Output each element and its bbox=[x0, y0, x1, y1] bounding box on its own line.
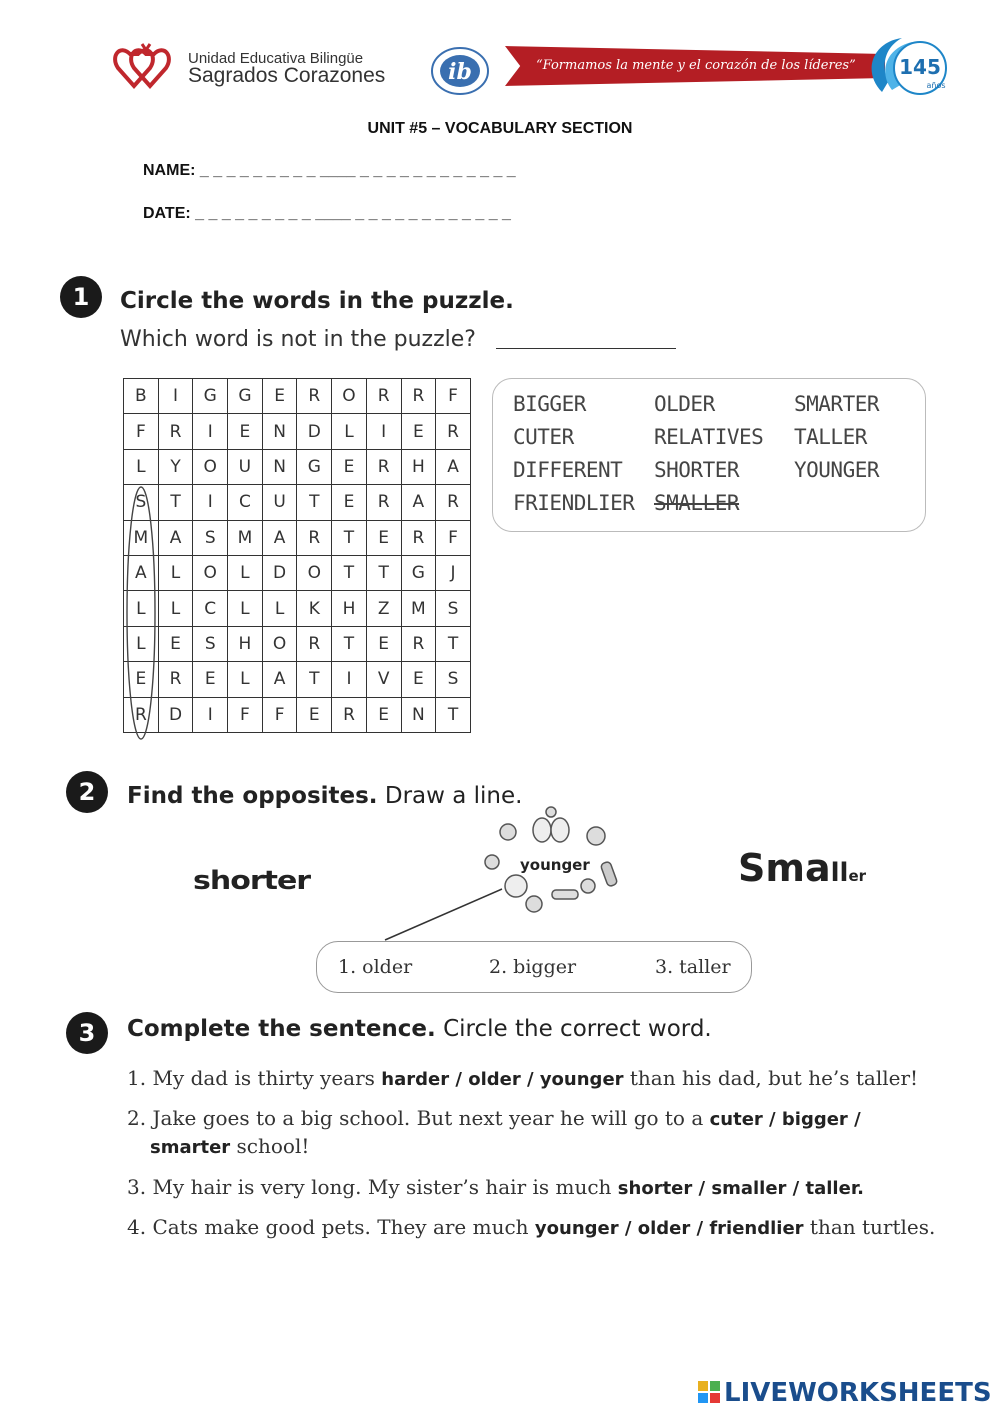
grid-cell[interactable]: I bbox=[158, 379, 193, 414]
grid-cell[interactable]: L bbox=[124, 591, 159, 626]
grid-cell[interactable]: A bbox=[262, 662, 297, 697]
word-search-grid[interactable] bbox=[123, 378, 471, 733]
smaller-circle-mark bbox=[124, 484, 160, 742]
grid-cell[interactable]: T bbox=[366, 555, 401, 590]
grid-cell[interactable]: Y bbox=[158, 449, 193, 484]
grid-cell[interactable]: H bbox=[228, 626, 263, 661]
section-3-title-rest: Circle the correct word. bbox=[435, 1016, 712, 1042]
grid-cell[interactable]: C bbox=[228, 485, 263, 520]
grid-cell[interactable]: R bbox=[401, 626, 436, 661]
word-list-item: OLDER bbox=[654, 392, 715, 416]
grid-cell[interactable]: A bbox=[436, 449, 471, 484]
grid-cell[interactable]: H bbox=[401, 449, 436, 484]
name-field[interactable]: NAME: _ _ _ _ _ _ _ _ _ ____ _ _ _ _ _ _ _ _ _ _ _ _ bbox=[143, 162, 516, 179]
sentence-2 bbox=[127, 1106, 861, 1130]
word-list-item: RELATIVES bbox=[654, 425, 764, 449]
grid-cell[interactable]: T bbox=[332, 626, 367, 661]
grid-cell[interactable]: R bbox=[297, 379, 332, 414]
grid-cell[interactable]: S bbox=[124, 485, 159, 520]
sentence-1 bbox=[127, 1066, 918, 1090]
grid-cell[interactable]: L bbox=[228, 591, 263, 626]
grid-cell[interactable]: L bbox=[228, 555, 263, 590]
anniversary-number: 145 bbox=[899, 55, 941, 79]
grid-cell[interactable]: A bbox=[262, 520, 297, 555]
grid-cell[interactable]: E bbox=[366, 626, 401, 661]
grid-cell[interactable]: R bbox=[366, 485, 401, 520]
school-name-line2: Sagrados Corazones bbox=[188, 64, 386, 87]
anniversary-sub: años bbox=[926, 81, 946, 90]
section-3-number: 3 bbox=[66, 1012, 108, 1054]
drawn-match-line bbox=[380, 884, 510, 946]
smaller-part-2: ll bbox=[830, 858, 849, 888]
date-field[interactable]: DATE: _ _ _ _ _ _ _ _ _ ____ _ _ _ _ _ _ _ _ _ _ _ _ bbox=[143, 205, 511, 222]
section-1-number: 1 bbox=[60, 276, 102, 318]
sentence-1-options[interactable]: harder / older / younger bbox=[381, 1069, 624, 1090]
option-taller[interactable]: 3. taller bbox=[655, 956, 731, 978]
word-list-item: SHORTER bbox=[654, 458, 740, 482]
grid-cell[interactable]: N bbox=[262, 414, 297, 449]
grid-cell[interactable]: M bbox=[401, 591, 436, 626]
grid-cell[interactable]: O bbox=[332, 379, 367, 414]
grid-cell[interactable]: E bbox=[228, 414, 263, 449]
grid-cell[interactable]: E bbox=[366, 520, 401, 555]
grid-cell[interactable]: E bbox=[262, 379, 297, 414]
section-1-title bbox=[120, 288, 514, 314]
grid-cell[interactable]: R bbox=[401, 379, 436, 414]
section-3-title bbox=[127, 1016, 712, 1042]
grid-cell[interactable]: O bbox=[297, 555, 332, 590]
grid-cell[interactable]: A bbox=[158, 520, 193, 555]
grid-cell[interactable]: A bbox=[401, 485, 436, 520]
grid-cell[interactable]: L bbox=[158, 555, 193, 590]
grid-cell[interactable]: O bbox=[193, 449, 228, 484]
grid-cell[interactable]: R bbox=[401, 520, 436, 555]
grid-cell[interactable]: G bbox=[297, 449, 332, 484]
sentence-1-start: 1. My dad is thirty years bbox=[127, 1066, 382, 1090]
sentence-2-cont bbox=[150, 1134, 309, 1158]
grid-cell[interactable]: G bbox=[193, 379, 228, 414]
grid-cell[interactable]: S bbox=[193, 626, 228, 661]
grid-row bbox=[124, 485, 471, 520]
grid-cell[interactable]: R bbox=[436, 485, 471, 520]
grid-cell[interactable]: M bbox=[124, 520, 159, 555]
grid-cell[interactable]: V bbox=[366, 662, 401, 697]
grid-cell[interactable]: D bbox=[297, 414, 332, 449]
grid-cell[interactable]: T bbox=[297, 662, 332, 697]
grid-row bbox=[124, 414, 471, 449]
grid-row bbox=[124, 379, 471, 414]
grid-row bbox=[124, 555, 471, 590]
grid-cell[interactable]: T bbox=[436, 626, 471, 661]
grid-cell[interactable]: F bbox=[124, 414, 159, 449]
word-list-item: SMALLER bbox=[654, 491, 740, 515]
grid-cell[interactable]: Z bbox=[366, 591, 401, 626]
grid-row bbox=[124, 697, 471, 732]
grid-cell[interactable]: T bbox=[436, 697, 471, 732]
grid-cell[interactable]: R bbox=[158, 662, 193, 697]
grid-cell[interactable]: K bbox=[297, 591, 332, 626]
word-younger: younger bbox=[520, 856, 590, 874]
sentence-4-end: than turtles. bbox=[803, 1215, 936, 1239]
word-shorter[interactable]: shorter bbox=[193, 866, 311, 896]
grid-cell[interactable]: R bbox=[366, 449, 401, 484]
grid-cell[interactable]: A bbox=[124, 555, 159, 590]
word-list-item: SMARTER bbox=[794, 392, 880, 416]
sentence-2-end: school! bbox=[230, 1134, 310, 1158]
grid-cell[interactable]: T bbox=[332, 520, 367, 555]
grid-cell[interactable]: I bbox=[193, 414, 228, 449]
word-list-item: DIFFERENT bbox=[513, 458, 623, 482]
grid-cell[interactable]: H bbox=[332, 591, 367, 626]
grid-cell[interactable]: G bbox=[401, 555, 436, 590]
grid-cell[interactable]: E bbox=[124, 662, 159, 697]
grid-cell[interactable]: T bbox=[158, 485, 193, 520]
grid-cell[interactable]: R bbox=[124, 697, 159, 732]
option-bigger[interactable]: 2. bigger bbox=[489, 956, 577, 978]
grid-cell[interactable]: L bbox=[124, 449, 159, 484]
school-hearts-logo bbox=[112, 40, 182, 94]
anniversary-badge bbox=[862, 32, 952, 100]
section-2-title-bold: Find the opposites. bbox=[127, 783, 378, 809]
grid-cell[interactable]: E bbox=[297, 697, 332, 732]
sentence-4-options[interactable]: younger / older / friendlier bbox=[534, 1218, 804, 1239]
grid-cell[interactable]: N bbox=[262, 449, 297, 484]
grid-row bbox=[124, 449, 471, 484]
grid-cell[interactable]: F bbox=[262, 697, 297, 732]
section-2-number: 2 bbox=[66, 771, 108, 813]
grid-cell[interactable]: M bbox=[228, 520, 263, 555]
grid-cell[interactable]: I bbox=[366, 414, 401, 449]
grid-cell[interactable]: T bbox=[297, 485, 332, 520]
grid-cell[interactable]: J bbox=[436, 555, 471, 590]
sentence-2-options-a[interactable]: cuter / bigger / bbox=[709, 1109, 861, 1130]
grid-cell[interactable]: O bbox=[262, 626, 297, 661]
grid-cell[interactable]: E bbox=[332, 449, 367, 484]
grid-cell[interactable]: L bbox=[332, 414, 367, 449]
unit-title: UNIT #5 – VOCABULARY SECTION bbox=[367, 120, 633, 137]
grid-cell[interactable]: C bbox=[193, 591, 228, 626]
sentence-4 bbox=[127, 1215, 935, 1239]
grid-cell[interactable]: D bbox=[158, 697, 193, 732]
ib-logo bbox=[430, 46, 490, 96]
grid-row bbox=[124, 662, 471, 697]
grid-cell[interactable]: T bbox=[332, 555, 367, 590]
grid-row bbox=[124, 626, 471, 661]
grid-cell[interactable]: R bbox=[436, 414, 471, 449]
grid-cell[interactable]: U bbox=[262, 485, 297, 520]
sentence-3-start: 3. My hair is very long. My sister’s hair is much bbox=[127, 1175, 618, 1199]
sentence-2-start: 2. Jake goes to a big school. But next year he will go to a bbox=[127, 1106, 710, 1130]
grid-cell[interactable]: E bbox=[193, 662, 228, 697]
grid-cell[interactable]: B bbox=[124, 379, 159, 414]
word-list-item: TALLER bbox=[794, 425, 867, 449]
section-1-title-bold: Circle the words in the puzzle. bbox=[120, 288, 514, 314]
section-3-title-bold: Complete the sentence. bbox=[127, 1016, 436, 1042]
school-name-line1: Unidad Educativa Bilingüe bbox=[188, 50, 364, 67]
grid-cell[interactable]: L bbox=[124, 626, 159, 661]
grid-cell[interactable]: F bbox=[228, 697, 263, 732]
sentence-2-options-b[interactable]: smarter bbox=[150, 1137, 231, 1158]
option-older[interactable]: 1. older bbox=[338, 956, 413, 978]
word-list-item: CUTER bbox=[513, 425, 574, 449]
word-smaller[interactable] bbox=[738, 846, 866, 890]
liveworksheets-logo-icon bbox=[698, 1381, 720, 1403]
school-motto: “Formamos la mente y el corazón de los líderes” bbox=[536, 58, 856, 73]
missing-word-answer-line[interactable] bbox=[496, 348, 676, 349]
sentence-3 bbox=[127, 1175, 864, 1199]
grid-cell[interactable]: L bbox=[262, 591, 297, 626]
smaller-part-1: Sma bbox=[738, 846, 831, 890]
grid-cell[interactable]: F bbox=[436, 520, 471, 555]
section-2-title-rest: Draw a line. bbox=[377, 783, 523, 809]
grid-cell[interactable]: F bbox=[436, 379, 471, 414]
grid-cell[interactable]: I bbox=[193, 697, 228, 732]
grid-cell[interactable]: R bbox=[297, 626, 332, 661]
grid-cell[interactable]: O bbox=[193, 555, 228, 590]
grid-cell[interactable]: S bbox=[436, 662, 471, 697]
ib-text: ib bbox=[448, 59, 472, 85]
grid-cell[interactable]: E bbox=[158, 626, 193, 661]
liveworksheets-brand[interactable]: LIVEWORKSHEETS bbox=[724, 1378, 992, 1408]
sentence-3-options[interactable]: shorter / smaller / taller. bbox=[617, 1178, 864, 1199]
grid-row bbox=[124, 591, 471, 626]
grid-cell[interactable]: E bbox=[366, 697, 401, 732]
section-2-title bbox=[127, 783, 522, 809]
grid-cell[interactable]: I bbox=[193, 485, 228, 520]
grid-cell[interactable]: E bbox=[401, 662, 436, 697]
grid-cell[interactable]: L bbox=[158, 591, 193, 626]
sentence-1-end: than his dad, but he’s taller! bbox=[623, 1066, 919, 1090]
grid-cell[interactable]: R bbox=[366, 379, 401, 414]
section-1-question: Which word is not in the puzzle? bbox=[120, 327, 476, 352]
grid-cell[interactable]: G bbox=[228, 379, 263, 414]
word-list-item: YOUNGER bbox=[794, 458, 880, 482]
grid-cell[interactable]: S bbox=[436, 591, 471, 626]
grid-cell[interactable]: E bbox=[401, 414, 436, 449]
grid-cell[interactable]: I bbox=[332, 662, 367, 697]
smaller-part-3: er bbox=[848, 867, 867, 885]
word-list-item: FRIENDLIER bbox=[513, 491, 635, 515]
word-list-item: BIGGER bbox=[513, 392, 586, 416]
grid-cell[interactable]: U bbox=[228, 449, 263, 484]
grid-cell[interactable]: R bbox=[332, 697, 367, 732]
grid-cell[interactable]: E bbox=[332, 485, 367, 520]
grid-cell[interactable]: D bbox=[262, 555, 297, 590]
grid-cell[interactable]: N bbox=[401, 697, 436, 732]
grid-row bbox=[124, 520, 471, 555]
grid-cell[interactable]: R bbox=[158, 414, 193, 449]
grid-cell[interactable]: S bbox=[193, 520, 228, 555]
sentence-4-start: 4. Cats make good pets. They are much bbox=[127, 1215, 535, 1239]
grid-cell[interactable]: R bbox=[297, 520, 332, 555]
grid-cell[interactable]: L bbox=[228, 662, 263, 697]
